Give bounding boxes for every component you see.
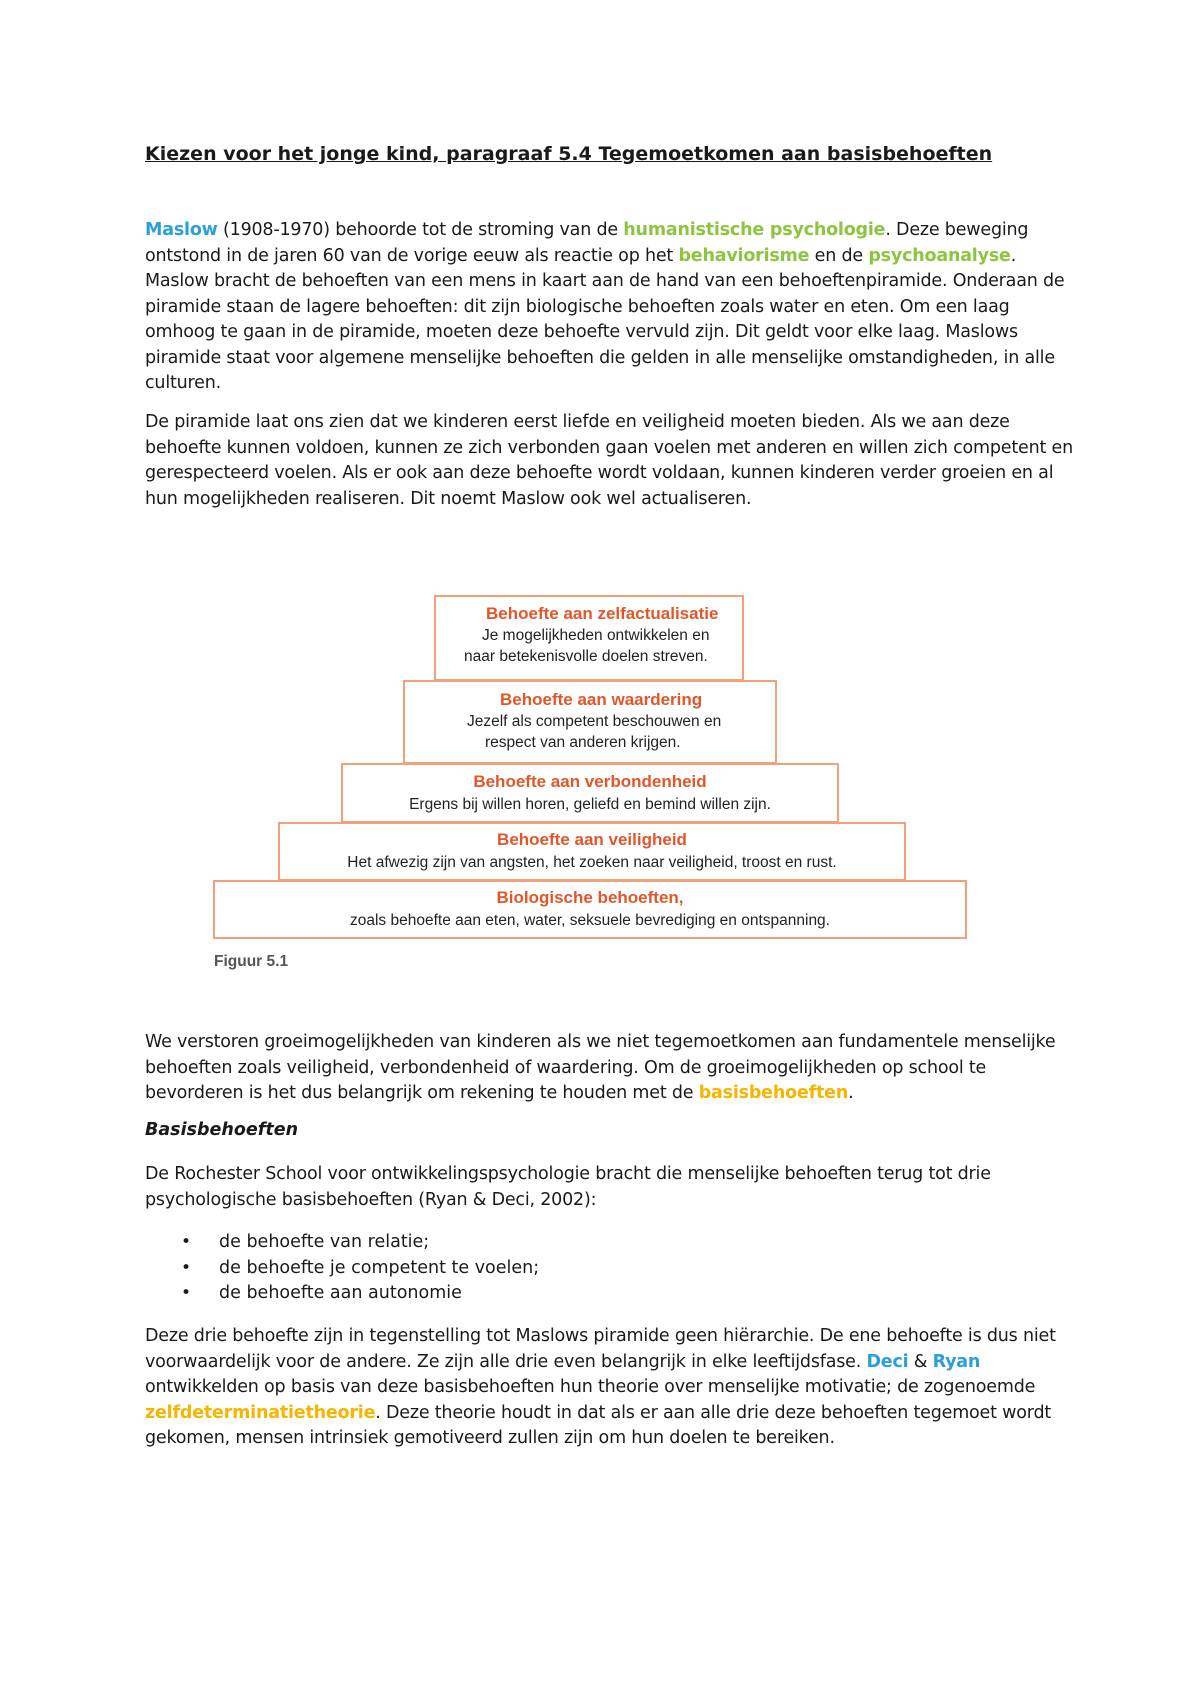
- tier-description: respect van anderen krijgen.: [485, 734, 681, 751]
- bullet-icon: •: [181, 1257, 192, 1278]
- text-segment: (1908-1970) behoorde tot de stroming van de: [217, 220, 624, 240]
- section-heading-basisbehoeften: Basisbehoeften: [145, 1120, 299, 1140]
- text-segment: en de: [809, 245, 869, 266]
- pyramid-tier-esteem: [403, 680, 777, 764]
- highlight-basic-needs: basisbehoeften: [698, 1083, 849, 1103]
- basic-needs-list: [145, 1230, 539, 1307]
- figure-caption: Figuur 5.1: [214, 953, 289, 970]
- pyramid-tier-biological: [213, 880, 967, 939]
- tier-heading: Behoefte aan waardering: [500, 690, 703, 709]
- tier-description: zoals behoefte aan eten, water, seksuele bevrediging en ontspanning.: [350, 912, 830, 929]
- text-segment: &: [908, 1351, 933, 1372]
- paragraph-self-determination: [145, 1324, 1075, 1452]
- list-item: • de behoefte van relatie;: [145, 1230, 539, 1256]
- text-segment: .: [848, 1083, 854, 1103]
- pyramid-tier-safety: [278, 822, 906, 881]
- bullet-icon: •: [181, 1232, 192, 1252]
- tier-description: Jezelf als competent beschouwen en: [467, 713, 722, 730]
- tier-description: Je mogelijkheden ontwikkelen en: [482, 627, 710, 644]
- text-segment: . Deze beweging ontstond in de jaren 60 van de vorige eeuw als reactie op het: [145, 220, 1029, 266]
- paragraph-pyramid-meaning: De piramide laat ons zien dat we kinderen eerst liefde en veiligheid moeten bieden. Als we aan deze behoefte kunnen voldoen, kunnen ze zich verbonden gaan voelen met anderen en willen zich competent en gerespecteerd voelen. Als er ook aan deze behoefte wordt voldaan, kunnen kinderen verder groeien en al hun mogelijkheden realiseren. Dit noemt Maslow ook wel actualiseren.: [145, 412, 1073, 509]
- text-segment: ontwikkelden op basis van deze basisbehoeften hun theorie over menselijke motivatie; de zogenoemde: [145, 1377, 1036, 1397]
- paragraph-rochester: De Rochester School voor ontwikkelingspsychologie bracht die menselijke behoeften terug tot drie psychologische basisbehoeften (Ryan & Deci, 2002):: [145, 1164, 991, 1210]
- tier-description: Ergens bij willen horen, geliefd en bemind willen zijn.: [409, 796, 771, 813]
- bullet-icon: •: [181, 1283, 192, 1303]
- text-segment: . Deze theorie houdt in dat als er aan alle drie deze behoeften tegemoet wordt gekomen, mensen intrinsiek gemotiveerd zullen zijn om hun doelen te bereiken.: [145, 1402, 1052, 1448]
- tier-heading: Behoefte aan verbondenheid: [473, 772, 707, 791]
- highlight-psychoanalysis: psychoanalyse: [868, 245, 1011, 266]
- pyramid-tier-self-actualization: [434, 595, 744, 681]
- highlight-ryan: Ryan: [932, 1351, 981, 1372]
- highlight-deci: Deci: [866, 1351, 909, 1372]
- highlight-maslow: Maslow: [145, 220, 218, 240]
- tier-heading: Behoefte aan veiligheid: [497, 830, 687, 849]
- pyramid-tier-belonging: [341, 763, 839, 823]
- tier-heading: Behoefte aan zelfactualisatie: [486, 604, 719, 623]
- paragraph-growth: [145, 1030, 1075, 1107]
- highlight-self-determination-theory: zelfdeterminatietheorie: [145, 1402, 376, 1423]
- highlight-behaviorism: behaviorisme: [678, 245, 810, 266]
- text-segment: . Maslow bracht de behoeften van een mens in kaart aan de hand van een behoeftenpiramide. Onderaan de piramide staan de lagere behoeften: dit zijn biologische behoeften zoals water en eten. Om een laag omhoog te gaan in de piramide, moeten deze behoefte vervuld zijn. Dit geldt voor elke laag. Maslows piramide staat voor algemene menselijke behoeften die gelden in alle menselijke omstandigheden, in alle culturen.: [145, 245, 1065, 393]
- highlight-humanistic-psychology: humanistische psychologie: [623, 220, 886, 240]
- text-segment: Deze drie behoefte zijn in tegenstelling tot Maslows piramide geen hiërarchie. De ene behoefte is dus niet voorwaardelijk voor de andere. Ze zijn alle drie even belangrijk in elke leeftijdsfase.: [145, 1326, 1056, 1372]
- tier-description: Het afwezig zijn van angsten, het zoeken naar veiligheid, troost en rust.: [347, 854, 837, 871]
- tier-heading: Biologische behoeften,: [496, 888, 684, 907]
- page-title: Kiezen voor het jonge kind, paragraaf 5.4 Tegemoetkomen aan basisbehoeften: [145, 143, 993, 165]
- text-segment: We verstoren groeimogelijkheden van kinderen als we niet tegemoetkomen aan fundamentele menselijke behoeften zoals veiligheid, verbondenheid of waardering. Om de groeimogelijkheden op school te bevorderen is het dus belangrijk om rekening te houden met de: [145, 1032, 1056, 1103]
- paragraph-maslow-intro: [145, 218, 1075, 397]
- tier-description: naar betekenisvolle doelen streven.: [464, 648, 708, 665]
- list-item: • de behoefte je competent te voelen;: [145, 1256, 539, 1282]
- list-item: • de behoefte aan autonomie: [145, 1281, 539, 1307]
